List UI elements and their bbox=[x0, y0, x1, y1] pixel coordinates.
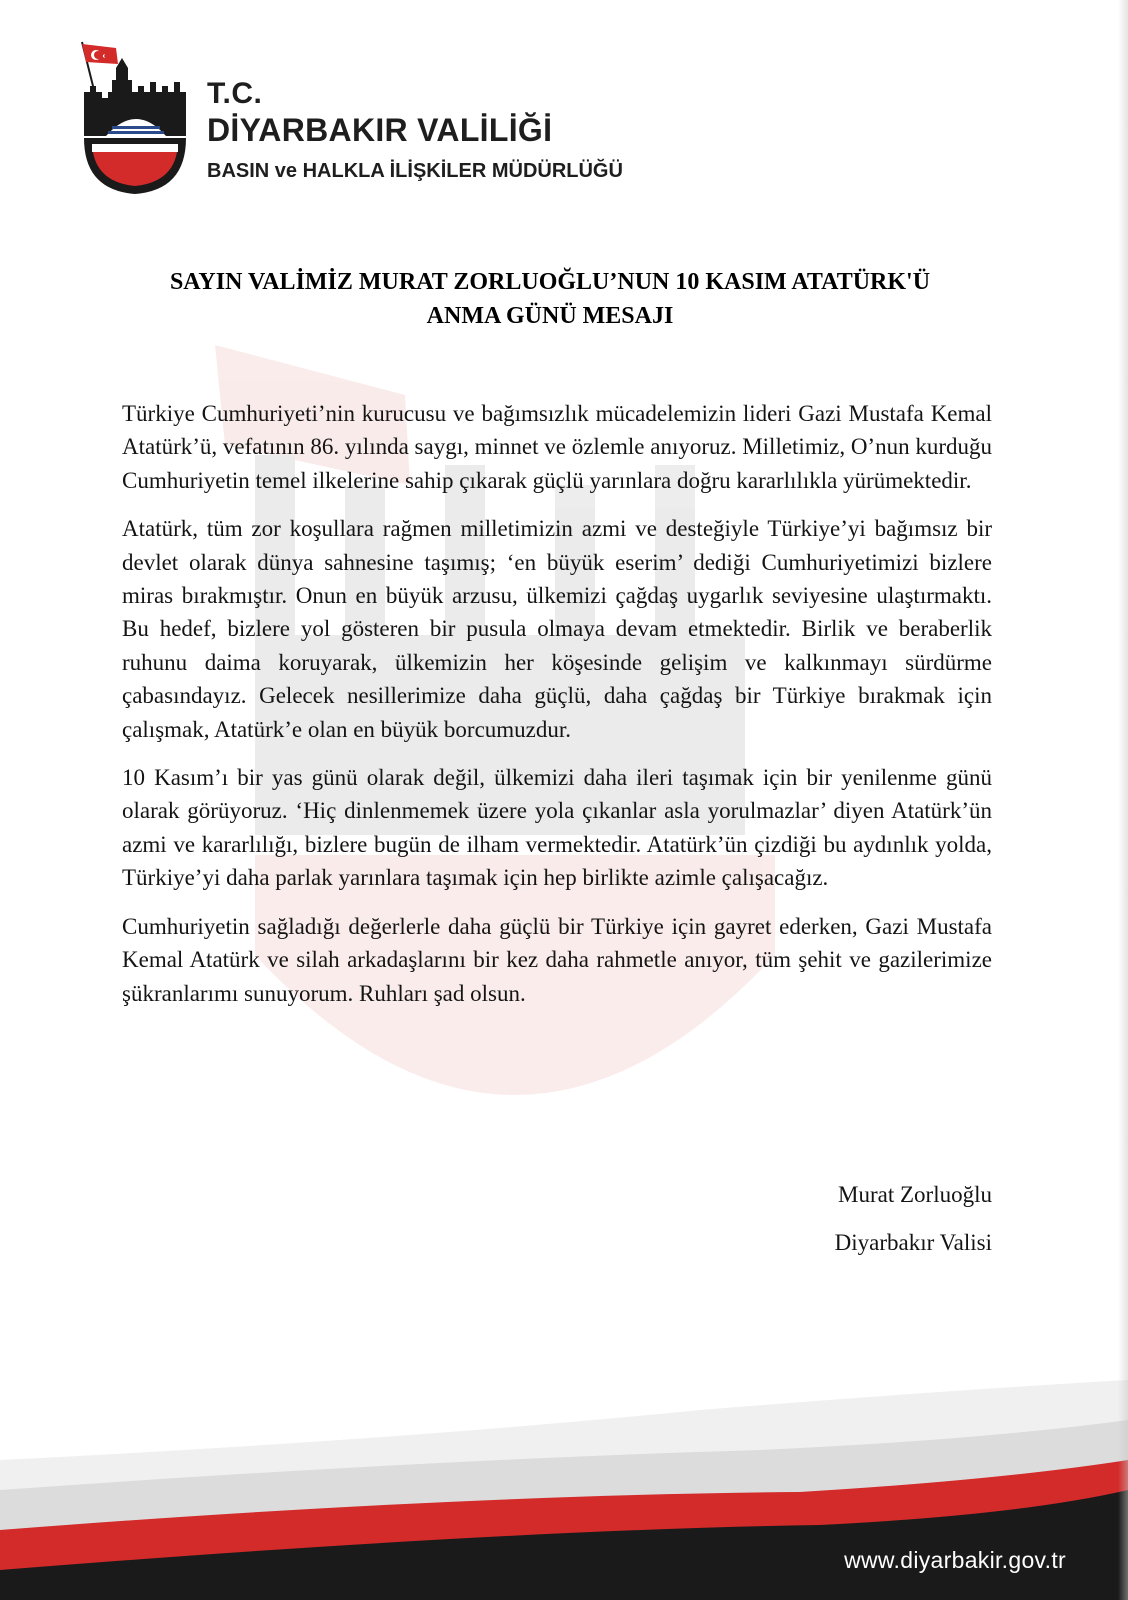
org-tc: T.C. bbox=[207, 77, 263, 110]
signature-block bbox=[835, 1171, 992, 1267]
paragraph-2: Atatürk, tüm zor koşullara rağmen milletimizin azmi ve desteğiyle Türkiye’yi bağımsız bir devlet olarak dünya sahnesine taşımış; ‘en büyük eserim’ dediği Cumhuriyetimizi bizlere miras bırakmıştır. Onun en büyük arzusu, ülkemizi çağdaş uygarlık seviyesine ulaştırmaktı. Bu hedef, bizlere yol gösteren bir pusula olmaya devam etmektedir. Birlik ve beraberlik ruhunu daima koruyarak, ülkemizin her köşesinde gelişim ve kalkınmayı sürdürme çabasındayız. Gelecek nesillerimize daha güçlü, daha çağdaş bir Türkiye bırakmak için çalışmak, Atatürk’e olan en büyük borcumuzdur. bbox=[122, 516, 992, 742]
org-department: BASIN ve HALKLA İLİŞKİLER MÜDÜRLÜĞÜ bbox=[207, 160, 623, 182]
paragraph-4: Cumhuriyetin sağladığı değerlerle daha güçlü bir Türkiye için gayret ederken, Gazi Mustafa Kemal Atatürk ve silah arkadaşlarını bir kez daha rahmetle anıyor, tüm şehit ve gazilerimize şükranlarımı sunuyorum. Ruhları şad olsun. bbox=[122, 913, 992, 1006]
org-governorship: DİYARBAKIR VALİLİĞİ bbox=[207, 112, 553, 148]
title-line-1: SAYIN VALİMİZ MURAT ZORLUOĞLU’NUN 10 KASIM ATATÜRK'Ü bbox=[169, 269, 931, 295]
message-body bbox=[122, 397, 992, 1025]
signature-role: Diyarbakır Valisi bbox=[834, 1230, 992, 1255]
title-line-2: ANMA GÜNÜ MESAJI bbox=[426, 303, 674, 329]
paragraph-3: 10 Kasım’ı bir yas günü olarak değil, ülkemizi daha ileri taşımak için bir yenilenme günü olarak görüyoruz. ‘Hiç dinlenmemek üzere yola çıkanlar asla yorulmazlar’ diyen Atatürk’ün azmi ve kararlılığı, bizlere bugün de ilham vermektedir. Atatürk’ün çizdiği bu aydınlık yolda, Türkiye’yi daha parlak yarınlara taşımak için hep birlikte azimle çalışacağız. bbox=[122, 765, 992, 891]
website-link[interactable]: www.diyarbakir.gov.tr bbox=[844, 1547, 1066, 1573]
document-title bbox=[110, 265, 990, 333]
paragraph-1: Türkiye Cumhuriyeti’nin kurucusu ve bağımsızlık mücadelemizin liderі Gazi Mustafa Kemal Atatürk’ü, vefatının 86. yılında saygı, minnet ve özlemle anıyoruz. Milletimiz, O’nun kurduğu Cumhuriyetin temel ilkelerine sahip çıkarak güçlü yarınlara doğru kararlılıkla yürümektedir. bbox=[122, 401, 992, 493]
header-organization bbox=[207, 77, 623, 184]
page-edge-shadow bbox=[1118, 0, 1128, 1600]
diyarbakir-governorship-emblem-icon bbox=[76, 40, 196, 198]
signature-name: Murat Zorluoğlu bbox=[838, 1182, 992, 1207]
